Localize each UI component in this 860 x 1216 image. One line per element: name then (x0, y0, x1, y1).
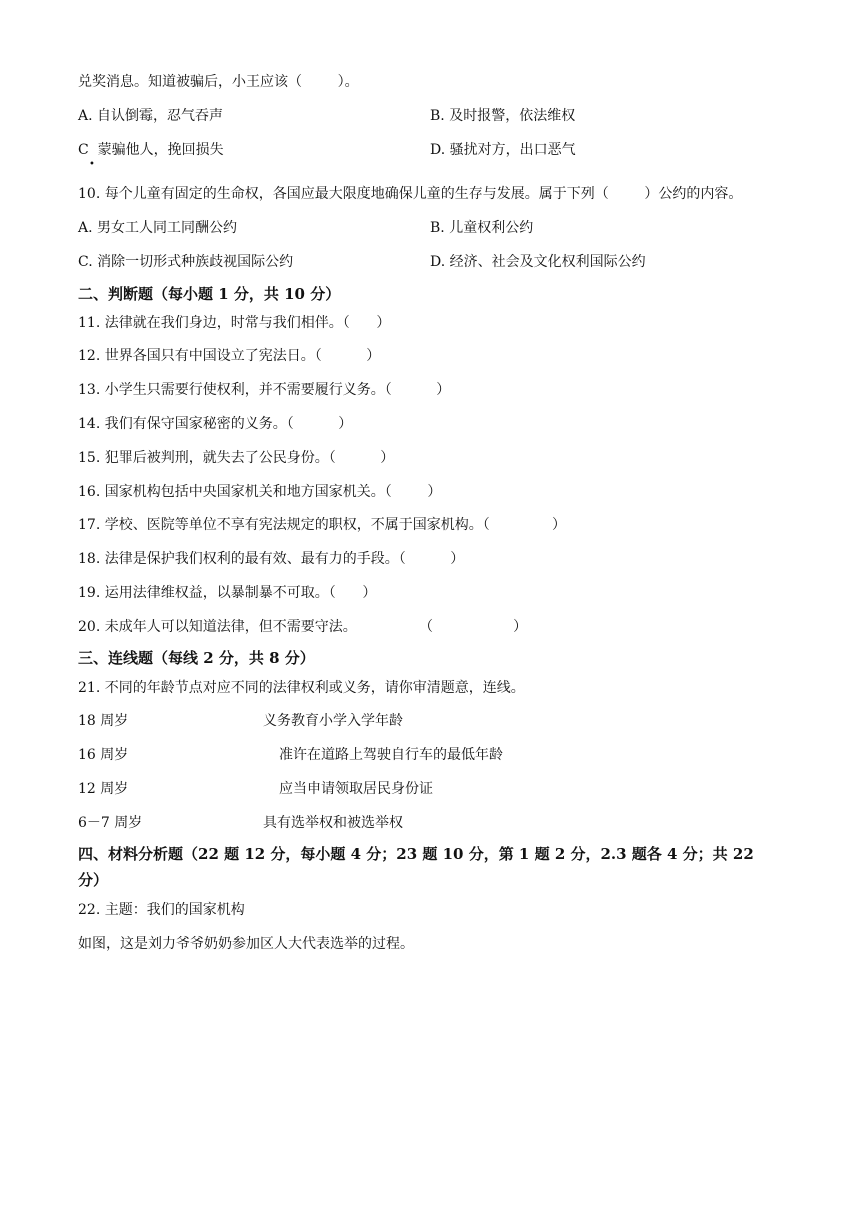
section-3-heading: 三、连线题（每线 2 分，共 8 分） (78, 649, 315, 667)
section-4-heading-cont: 分） (78, 871, 109, 889)
q10-option-d: D. 经济、社会及文化权利国际公约 (430, 254, 646, 270)
rights-label: 准许在道路上驾驶自行车的最低年龄 (279, 747, 503, 763)
section-4-heading: 四、材料分析题（22 题 12 分，每小题 4 分；23 题 10 分，第 1 题 2 分，2.3 题各 4 分；共 22 (78, 845, 754, 863)
age-label: 16 周岁 (78, 747, 129, 763)
judgment-item: 11. 法律就在我们身边，时常与我们相伴。（ ） (78, 315, 391, 331)
q9-stem-tail: 兑奖消息。知道被骗后，小王应该（ ）。 (78, 74, 359, 90)
q9-option-b: B. 及时报警，依法维权 (430, 108, 576, 124)
rights-label: 具有选举权和被选举权 (263, 815, 403, 831)
rights-label: 义务教育小学入学年龄 (263, 713, 403, 729)
judgment-item: 13. 小学生只需要行使权利，并不需要履行义务。（ ） (78, 382, 451, 398)
judgment-item: 12. 世界各国只有中国设立了宪法日。（ ） (78, 348, 381, 364)
q9-option-d: D. 骚扰对方，出口恶气 (430, 142, 576, 158)
q10-stem: 10. 每个儿童有固定的生命权，各国应最大限度地确保儿童的生存与发展。属于下列（ ）公约的内容。 (78, 186, 743, 202)
q22-stem: 22. 主题：我们的国家机构 (78, 902, 245, 918)
judgment-item: 19. 运用法律维权益，以暴制暴不可取。（ ） (78, 585, 377, 601)
q10-option-c: C. 消除一切形式种族歧视国际公约 (78, 254, 294, 270)
q9-option-a: A. 自认倒霉，忍气吞声 (78, 108, 224, 124)
judgment-item: 20. 未成年人可以知道法律，但不需要守法。 （ ） (78, 619, 528, 635)
judgment-item: 16. 国家机构包括中央国家机关和地方国家机关。（ ） (78, 484, 442, 500)
judgment-item: 14. 我们有保守国家秘密的义务。（ ） (78, 416, 353, 432)
q10-option-b: B. 儿童权利公约 (430, 220, 534, 236)
q9-option-c: C 蒙骗他人，挽回损失 (78, 142, 224, 158)
judgment-item: 15. 犯罪后被判刑，就失去了公民身份。（ ） (78, 450, 395, 466)
q22-intro: 如图，这是刘力爷爷奶奶参加区人大代表选举的过程。 (78, 936, 414, 952)
q21-stem: 21. 不同的年龄节点对应不同的法律权利或义务，请你审清题意，连线。 (78, 680, 525, 696)
judgment-item: 17. 学校、医院等单位不享有宪法规定的职权，不属于国家机构。（ ） (78, 517, 567, 533)
q10-option-a: A. 男女工人同工同酬公约 (78, 220, 238, 236)
age-label: 12 周岁 (78, 781, 129, 797)
option-c-dot: • (89, 159, 95, 170)
section-2-heading: 二、判断题（每小题 1 分，共 10 分） (78, 285, 341, 303)
judgment-item: 18. 法律是保护我们权利的最有效、最有力的手段。（ ） (78, 551, 465, 567)
rights-label: 应当申请领取居民身份证 (279, 781, 433, 797)
age-label: 6－7 周岁 (78, 815, 143, 831)
age-label: 18 周岁 (78, 713, 129, 729)
